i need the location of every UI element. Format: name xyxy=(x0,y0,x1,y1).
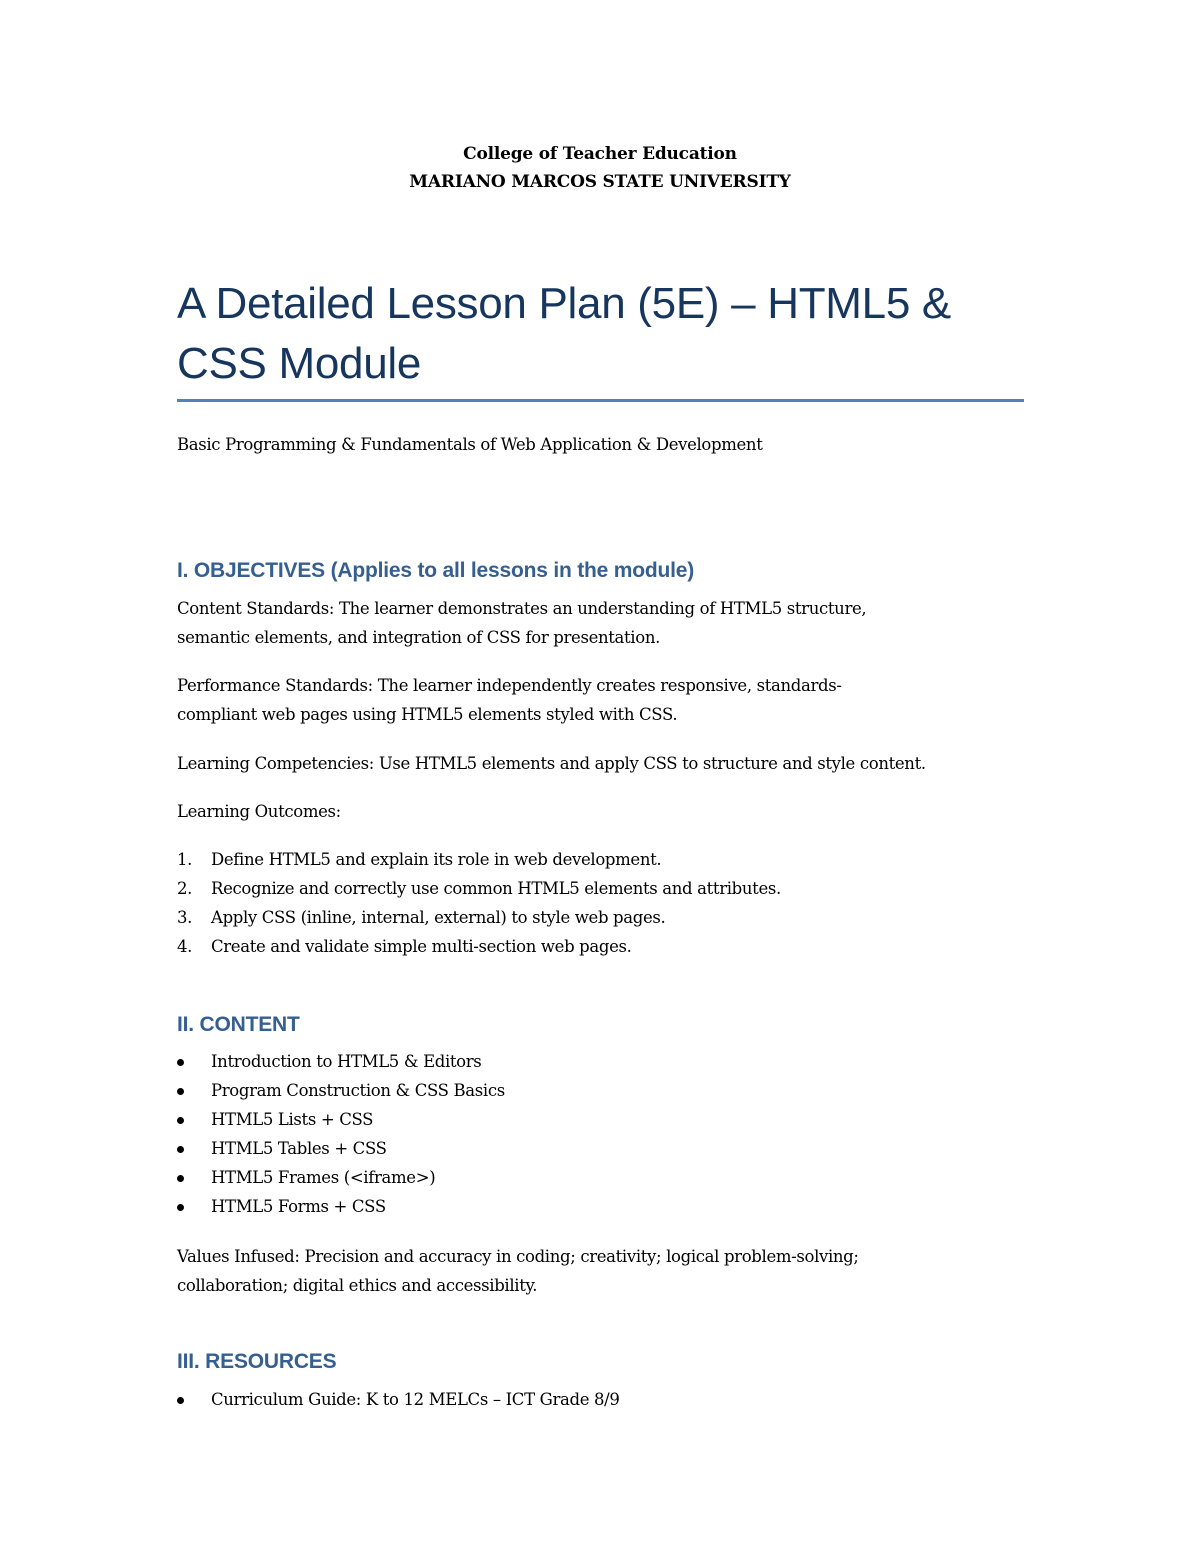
list-item-text: HTML5 Frames (<iframe>) xyxy=(211,1168,436,1187)
college-name: College of Teacher Education xyxy=(463,144,737,164)
list-item-text: Recognize and correctly use common HTML5 elements and attributes. xyxy=(211,879,781,898)
learning-competencies: Learning Competencies: Use HTML5 elements and apply CSS to structure and style content. xyxy=(177,754,926,773)
performance-standards xyxy=(177,671,1027,729)
list-item xyxy=(177,903,1027,932)
list-item-text: HTML5 Tables + CSS xyxy=(211,1139,387,1158)
bullet-icon xyxy=(177,1146,184,1153)
list-item xyxy=(177,1105,1027,1134)
values-infused-line-1: Values Infused: Precision and accuracy in coding; creativity; logical problem-solving; xyxy=(177,1247,859,1266)
list-number: 4. xyxy=(177,937,193,956)
learning-outcomes-label: Learning Outcomes: xyxy=(177,802,341,821)
list-item xyxy=(177,1076,1027,1105)
list-item xyxy=(177,845,1027,874)
resources-heading: III. RESOURCES xyxy=(177,1350,337,1373)
list-item xyxy=(177,1134,1027,1163)
list-item-text: Define HTML5 and explain its role in web development. xyxy=(211,850,662,869)
values-infused xyxy=(177,1242,1027,1300)
list-item xyxy=(177,874,1027,903)
list-item-text: Program Construction & CSS Basics xyxy=(211,1081,505,1100)
list-item xyxy=(177,1047,1027,1076)
list-item xyxy=(177,1192,1027,1221)
university-name: MARIANO MARCOS STATE UNIVERSITY xyxy=(409,172,791,192)
document-subtitle: Basic Programming & Fundamentals of Web Application & Development xyxy=(177,435,763,454)
list-item-text: HTML5 Forms + CSS xyxy=(211,1197,386,1216)
bullet-icon xyxy=(177,1117,184,1124)
values-infused-line-2: collaboration; digital ethics and accessibility. xyxy=(177,1276,538,1295)
list-item-text: Curriculum Guide: K to 12 MELCs – ICT Grade 8/9 xyxy=(211,1390,620,1409)
list-item xyxy=(177,932,1027,961)
bullet-icon xyxy=(177,1397,184,1404)
performance-standards-line-2: compliant web pages using HTML5 elements styled with CSS. xyxy=(177,705,678,724)
list-item xyxy=(177,1163,1027,1192)
content-standards-line-2: semantic elements, and integration of CSS for presentation. xyxy=(177,628,660,647)
title-line-2: CSS Module xyxy=(177,339,422,388)
list-item-text: Apply CSS (inline, internal, external) to style web pages. xyxy=(211,908,666,927)
list-number: 1. xyxy=(177,850,193,869)
title-underline xyxy=(177,399,1024,402)
content-standards xyxy=(177,594,1027,652)
title-line-1: A Detailed Lesson Plan (5E) – HTML5 & xyxy=(177,279,951,328)
list-item-text: Introduction to HTML5 & Editors xyxy=(211,1052,482,1071)
bullet-icon xyxy=(177,1175,184,1182)
list-item-text: HTML5 Lists + CSS xyxy=(211,1110,374,1129)
list-item-text: Create and validate simple multi-section web pages. xyxy=(211,937,632,956)
document-title xyxy=(177,274,1037,394)
learning-outcomes-list xyxy=(177,845,1027,961)
bullet-icon xyxy=(177,1204,184,1211)
list-number: 3. xyxy=(177,908,193,927)
bullet-icon xyxy=(177,1059,184,1066)
content-heading: II. CONTENT xyxy=(177,1013,300,1036)
resources-list xyxy=(177,1385,1027,1414)
list-number: 2. xyxy=(177,879,193,898)
objectives-heading: I. OBJECTIVES (Applies to all lessons in the module) xyxy=(177,559,695,582)
content-standards-line-1: Content Standards: The learner demonstrates an understanding of HTML5 structure, xyxy=(177,599,867,618)
performance-standards-line-1: Performance Standards: The learner independently creates responsive, standards- xyxy=(177,676,842,695)
content-list xyxy=(177,1047,1027,1221)
list-item xyxy=(177,1385,1027,1414)
bullet-icon xyxy=(177,1088,184,1095)
